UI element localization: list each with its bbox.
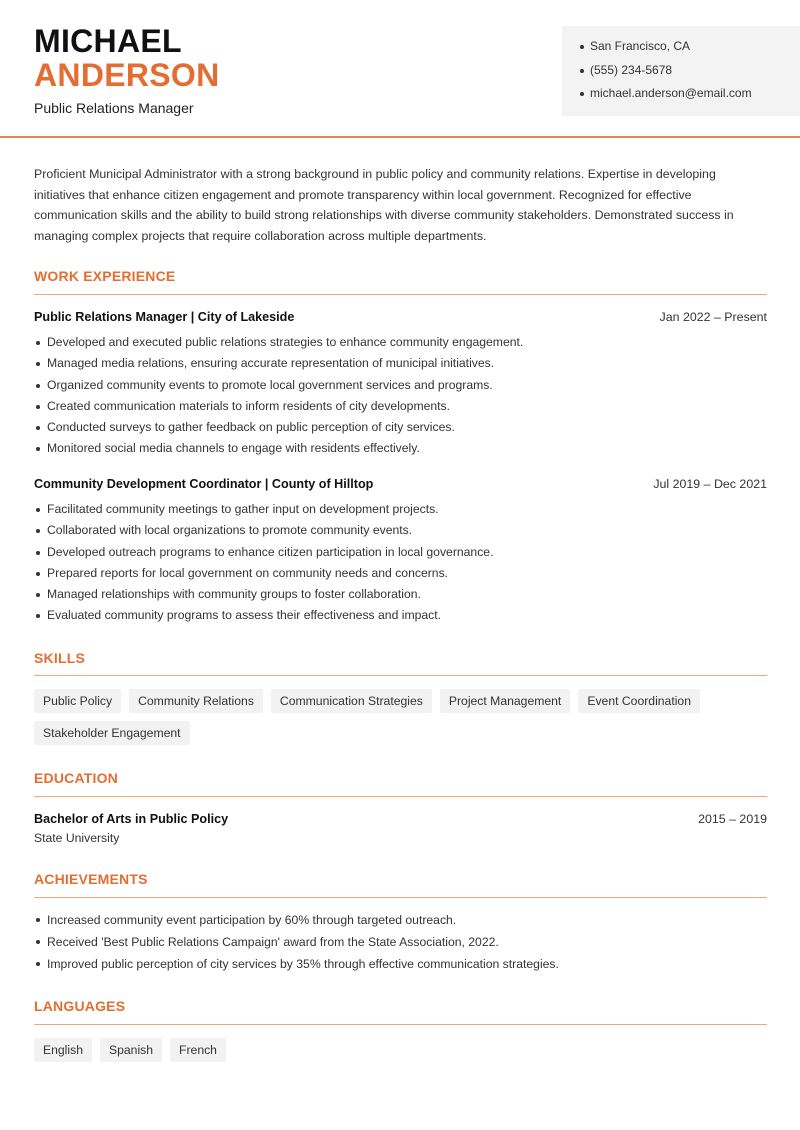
section-title-achievements: ACHIEVEMENTS	[34, 871, 148, 887]
language-tag: Spanish	[100, 1038, 162, 1062]
list-item: Developed outreach programs to enhance citizen participation in local governance.	[34, 542, 767, 563]
contact-location: San Francisco, CA	[580, 35, 800, 59]
list-item: Collaborated with local organizations to promote community events.	[34, 520, 767, 541]
list-item: Evaluated community programs to assess their effectiveness and impact.	[34, 605, 767, 626]
list-item: Received 'Best Public Relations Campaign' award from the State Association, 2022.	[34, 931, 767, 953]
contact-phone: (555) 234-5678	[580, 59, 800, 83]
job-dates: Jul 2019 – Dec 2021	[653, 477, 767, 491]
job-header	[34, 310, 767, 324]
skill-tag: Stakeholder Engagement	[34, 721, 190, 745]
summary: Proficient Municipal Administrator with a strong background in public policy and community relations. Expertise in developing initiatives that enhance citizen engagement and promote transparency within local government. Recognized for effective communication skills and the ability to build strong relationships with diverse community stakeholders. Demonstrated success in managing complex projects that require collaboration across multiple departments.	[34, 167, 734, 243]
section-title-education: EDUCATION	[34, 770, 118, 786]
list-item: Monitored social media channels to engage with residents effectively.	[34, 438, 767, 459]
job-bullets	[34, 332, 767, 460]
first-name: MICHAEL	[34, 23, 182, 59]
section-title-languages: LANGUAGES	[34, 998, 126, 1014]
skills-list	[34, 689, 767, 745]
list-item: Managed media relations, ensuring accurate representation of municipal initiatives.	[34, 353, 767, 374]
list-item: Conducted surveys to gather feedback on public perception of city services.	[34, 417, 767, 438]
contact-email: michael.anderson@email.com	[580, 82, 800, 106]
job-bullets	[34, 499, 767, 627]
list-item: Improved public perception of city services by 35% through effective communication strategies.	[34, 953, 767, 975]
job-role: Public Relations Manager | City of Lakeside	[34, 310, 295, 324]
section-divider	[34, 294, 767, 295]
job-title: Public Relations Manager	[34, 100, 194, 116]
list-item: Created communication materials to inform residents of city developments.	[34, 396, 767, 417]
list-item: Facilitated community meetings to gather input on development projects.	[34, 499, 767, 520]
language-tag: English	[34, 1038, 92, 1062]
education-school: State University	[34, 831, 120, 845]
list-item: Increased community event participation by 60% through targeted outreach.	[34, 909, 767, 931]
job-header	[34, 477, 767, 491]
section-title-experience: WORK EXPERIENCE	[34, 268, 176, 284]
languages-list	[34, 1038, 767, 1062]
section-divider	[34, 1024, 767, 1025]
achievements-list	[34, 909, 767, 975]
list-item: Prepared reports for local government on community needs and concerns.	[34, 563, 767, 584]
last-name: ANDERSON	[34, 57, 220, 93]
resume-header	[0, 0, 800, 138]
education-dates: 2015 – 2019	[698, 812, 767, 826]
job-role: Community Development Coordinator | County of Hilltop	[34, 477, 374, 491]
skill-tag: Communication Strategies	[271, 689, 432, 713]
education-degree: Bachelor of Arts in Public Policy	[34, 812, 229, 826]
skill-tag: Public Policy	[34, 689, 121, 713]
job-dates: Jan 2022 – Present	[659, 310, 767, 324]
section-divider	[34, 897, 767, 898]
list-item: Managed relationships with community groups to foster collaboration.	[34, 584, 767, 605]
skill-tag: Event Coordination	[578, 689, 700, 713]
list-item: Developed and executed public relations strategies to enhance community engagement.	[34, 332, 767, 353]
section-divider	[34, 796, 767, 797]
skill-tag: Project Management	[440, 689, 570, 713]
section-divider	[34, 675, 767, 676]
skill-tag: Community Relations	[129, 689, 263, 713]
language-tag: French	[170, 1038, 226, 1062]
contact-box	[562, 26, 800, 116]
list-item: Organized community events to promote local government services and programs.	[34, 375, 767, 396]
section-title-skills: SKILLS	[34, 650, 85, 666]
